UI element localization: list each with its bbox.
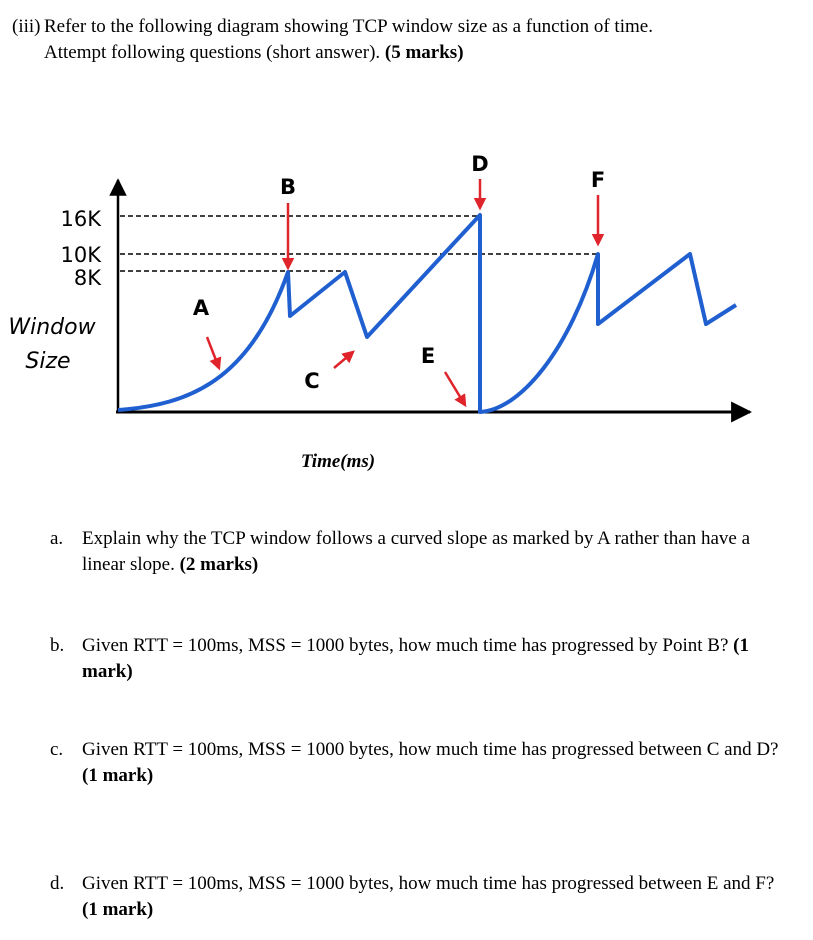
subquestion-b [50, 633, 790, 685]
y-axis-label-line-1: Window [8, 315, 96, 340]
subquestion-d-text: Given RTT = 100ms, MSS = 1000 bytes, how much time has progressed between E and F? [82, 873, 775, 894]
point-label-d: D [471, 152, 489, 176]
y-axis-label-line-2: Size [25, 349, 71, 374]
subquestion-d [50, 871, 790, 923]
x-axis-label: Time(ms) [300, 451, 376, 472]
question-text-line-1: Refer to the following diagram showing TCP window size as a function of time. [44, 16, 653, 37]
y-tick-10k: 10K [60, 243, 101, 267]
point-label-a: A [192, 296, 210, 320]
point-label-e: E [420, 344, 436, 368]
point-label-f: F [590, 168, 606, 192]
subquestion-a-label: a. [50, 528, 64, 549]
question-number: (iii) [12, 16, 41, 37]
subquestion-b-text: Given RTT = 100ms, MSS = 1000 bytes, how much time has progressed by Point B? [82, 635, 729, 656]
subquestion-c-label: c. [50, 739, 64, 760]
arrow-a [207, 337, 219, 368]
question-header [12, 14, 653, 66]
subquestion-c [50, 737, 790, 789]
arrow-e [445, 372, 465, 405]
point-label-b: B [279, 175, 297, 199]
window-size-curve [118, 215, 736, 412]
subquestion-b-marks: (1 mark) [82, 635, 749, 682]
y-tick-16k: 16K [60, 207, 101, 231]
y-tick-8k: 8K [73, 266, 101, 290]
subquestion-c-text: Given RTT = 100ms, MSS = 1000 bytes, how much time has progressed between C and D? [82, 739, 779, 760]
subquestion-a [50, 526, 790, 578]
subquestion-a-marks: (2 marks) [179, 554, 259, 575]
point-label-c: C [304, 369, 320, 393]
tcp-window-diagram [0, 140, 813, 480]
subquestion-d-label: d. [50, 873, 65, 894]
question-line-2 [12, 40, 653, 66]
subquestion-c-marks: (1 mark) [82, 765, 154, 786]
subquestion-d-marks: (1 mark) [82, 899, 154, 920]
question-text-line-2: Attempt following questions (short answer). [44, 42, 381, 63]
question-line-1 [12, 14, 653, 40]
subquestion-a-text: Explain why the TCP window follows a curved slope as marked by A rather than have a linear slope. [82, 528, 751, 575]
question-marks: (5 marks) [384, 42, 464, 63]
arrow-c [334, 352, 353, 368]
subquestion-b-label: b. [50, 635, 65, 656]
